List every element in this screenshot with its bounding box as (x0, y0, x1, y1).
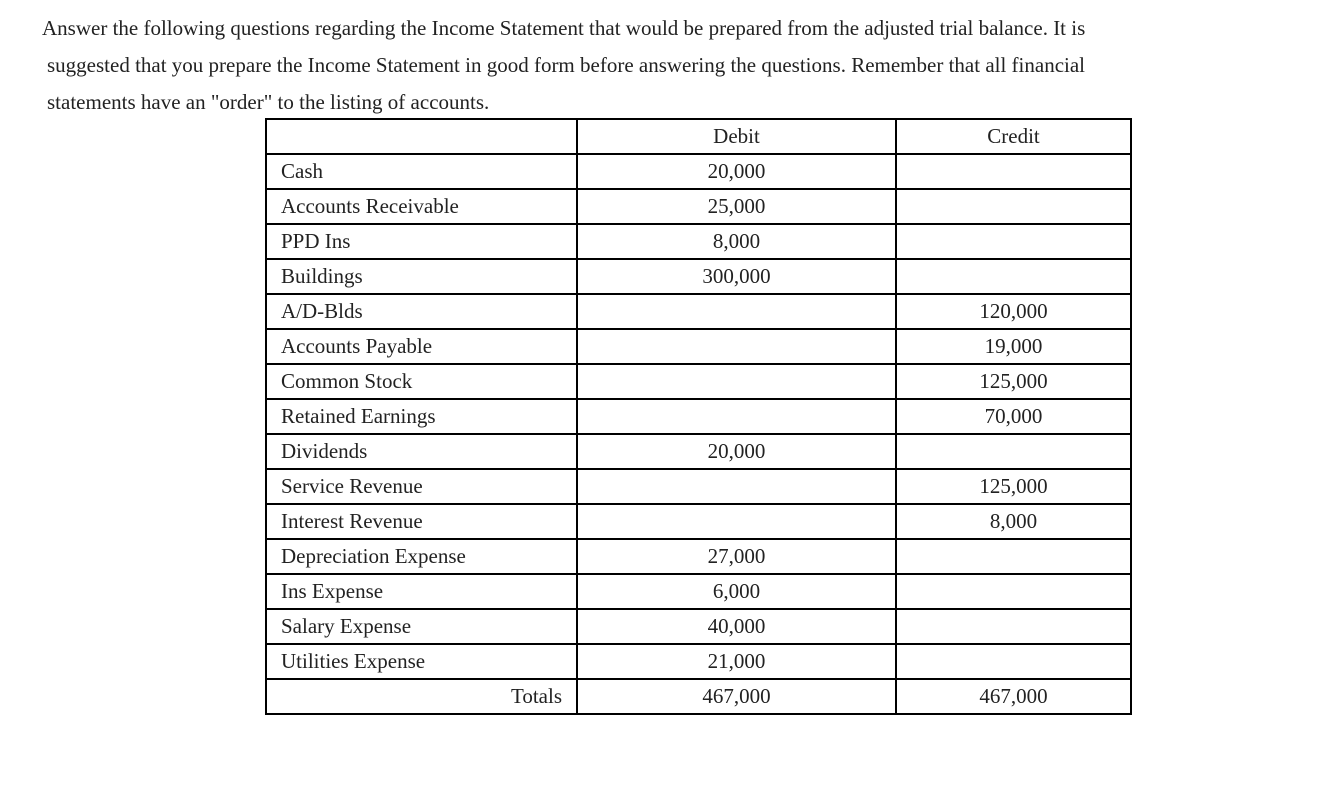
prompt-line-3: statements have an "order" to the listing of accounts. (47, 90, 490, 114)
prompt-line-2: suggested that you prepare the Income Statement in good form before answering the questions. Remember that all financial (47, 53, 1086, 77)
totals-label: Totals (266, 679, 577, 714)
header-credit: Credit (896, 119, 1131, 154)
credit-cell: 125,000 (896, 364, 1131, 399)
debit-cell: 300,000 (577, 259, 896, 294)
debit-cell: 25,000 (577, 189, 896, 224)
debit-cell (577, 294, 896, 329)
account-cell: Accounts Receivable (266, 189, 577, 224)
table-row (266, 539, 1131, 574)
prompt-line-1: Answer the following questions regarding the Income Statement that would be prepared from the adjusted trial balance. It is (42, 16, 1086, 40)
table-row (266, 644, 1131, 679)
debit-cell: 6,000 (577, 574, 896, 609)
debit-cell: 8,000 (577, 224, 896, 259)
account-cell: Dividends (266, 434, 577, 469)
credit-cell (896, 434, 1131, 469)
debit-cell (577, 329, 896, 364)
debit-cell: 20,000 (577, 434, 896, 469)
header-account (266, 119, 577, 154)
debit-cell: 20,000 (577, 154, 896, 189)
credit-cell: 19,000 (896, 329, 1131, 364)
table-row (266, 609, 1131, 644)
header-debit: Debit (577, 119, 896, 154)
account-cell: Common Stock (266, 364, 577, 399)
credit-cell (896, 644, 1131, 679)
table-row (266, 154, 1131, 189)
credit-cell (896, 259, 1131, 294)
credit-cell (896, 539, 1131, 574)
debit-cell (577, 469, 896, 504)
debit-cell (577, 399, 896, 434)
account-cell: A/D-Blds (266, 294, 577, 329)
credit-cell (896, 224, 1131, 259)
account-cell: Retained Earnings (266, 399, 577, 434)
account-cell: Cash (266, 154, 577, 189)
account-cell: Accounts Payable (266, 329, 577, 364)
account-cell: PPD Ins (266, 224, 577, 259)
debit-cell: 21,000 (577, 644, 896, 679)
credit-cell (896, 609, 1131, 644)
account-cell: Depreciation Expense (266, 539, 577, 574)
table-header-row (266, 119, 1131, 154)
debit-cell: 40,000 (577, 609, 896, 644)
debit-cell (577, 364, 896, 399)
account-cell: Ins Expense (266, 574, 577, 609)
totals-credit: 467,000 (896, 679, 1131, 714)
table-row (266, 434, 1131, 469)
account-cell: Salary Expense (266, 609, 577, 644)
account-cell: Buildings (266, 259, 577, 294)
totals-row (266, 679, 1131, 714)
debit-cell: 27,000 (577, 539, 896, 574)
table-row (266, 189, 1131, 224)
table-row (266, 329, 1131, 364)
table-row (266, 259, 1131, 294)
table-row (266, 469, 1131, 504)
table-row (266, 504, 1131, 539)
credit-cell (896, 154, 1131, 189)
table-row (266, 364, 1131, 399)
credit-cell: 70,000 (896, 399, 1131, 434)
credit-cell: 120,000 (896, 294, 1131, 329)
table-row (266, 399, 1131, 434)
credit-cell (896, 189, 1131, 224)
credit-cell: 8,000 (896, 504, 1131, 539)
account-cell: Service Revenue (266, 469, 577, 504)
credit-cell (896, 574, 1131, 609)
table-row (266, 294, 1131, 329)
table-row (266, 224, 1131, 259)
account-cell: Utilities Expense (266, 644, 577, 679)
totals-debit: 467,000 (577, 679, 896, 714)
table-row (266, 574, 1131, 609)
debit-cell (577, 504, 896, 539)
adjusted-trial-balance-table (265, 118, 1132, 715)
account-cell: Interest Revenue (266, 504, 577, 539)
question-prompt (42, 10, 1307, 121)
credit-cell: 125,000 (896, 469, 1131, 504)
